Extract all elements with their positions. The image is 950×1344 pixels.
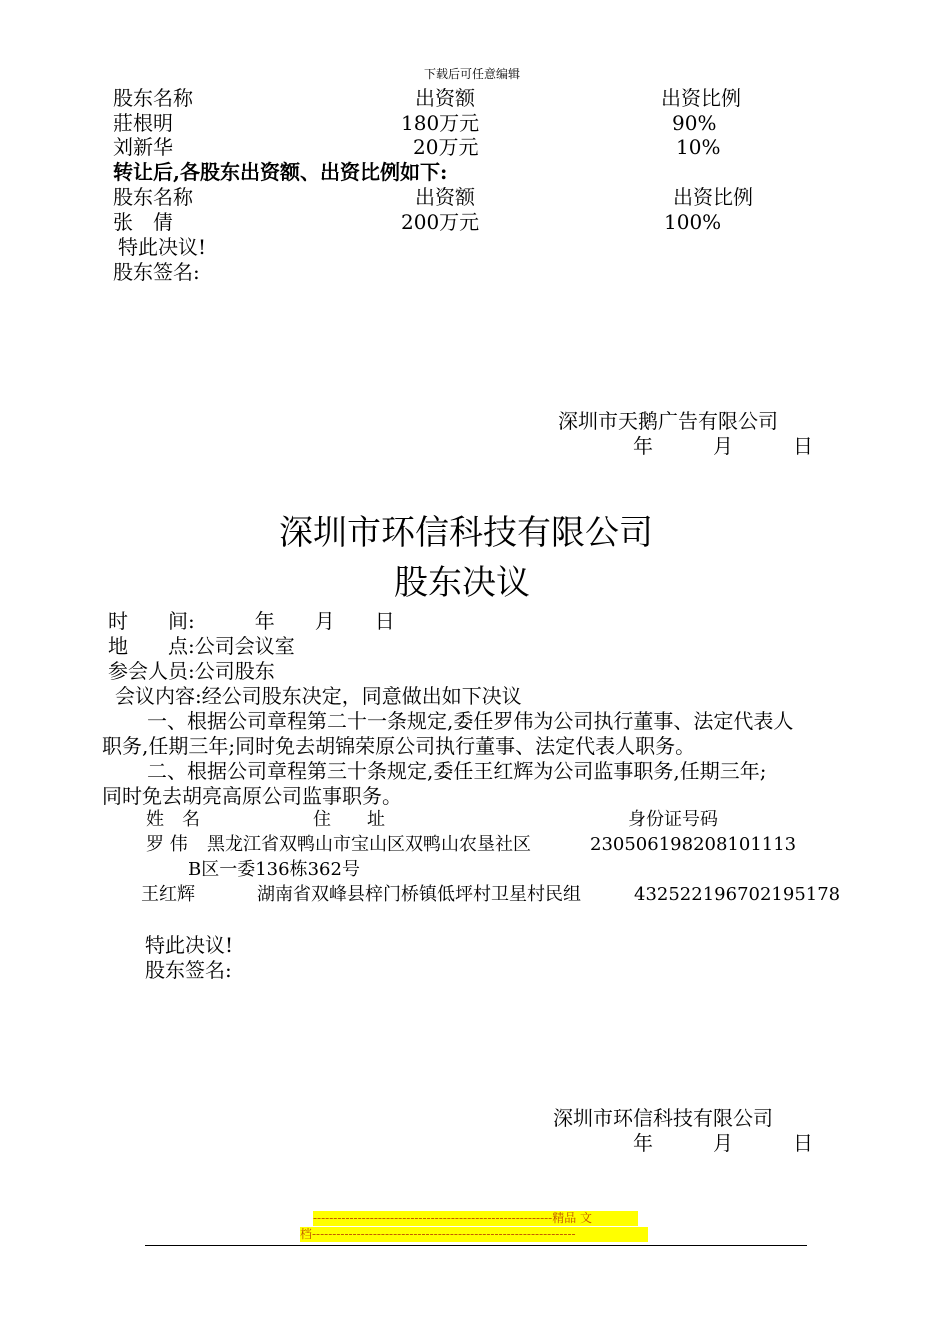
person-address: 湖南省双峰县梓门桥镇低坪村卫星村民组 bbox=[257, 884, 581, 905]
resolution-item-1: 一、根据公司章程第二十一条规定,委任罗伟为公司执行董事、法定代表人 bbox=[147, 709, 794, 733]
table-row-ratio: 100% bbox=[664, 210, 722, 234]
footer-rule bbox=[145, 1245, 807, 1246]
table-after-header-name: 股东名称 bbox=[113, 185, 193, 209]
resolution-item-2-cont: 同时免去胡亮高原公司监事职务。 bbox=[102, 784, 402, 808]
table-row-amount: 20万元 bbox=[413, 135, 479, 159]
table-row-amount: 180万元 bbox=[401, 111, 480, 135]
meeting-content: 会议内容:经公司股东决定，同意做出如下决议 bbox=[115, 684, 522, 708]
table-row-ratio: 10% bbox=[676, 135, 721, 159]
company-title: 深圳市环信科技有限公司 bbox=[279, 513, 653, 553]
person-address: 黑龙江省双鸭山市宝山区双鸭山农垦社区 bbox=[207, 834, 531, 855]
table-row-ratio: 90% bbox=[672, 111, 717, 135]
footer-line-2: 档----------------------------------------------------------------- bbox=[300, 1227, 648, 1242]
meeting-attendees: 参会人员:公司股东 bbox=[108, 659, 275, 683]
header-note: 下载后可任意编辑 bbox=[424, 67, 521, 81]
table-before-header-ratio: 出资比例 bbox=[661, 86, 741, 110]
resolution-item-2: 二、根据公司章程第三十条规定,委任王红辉为公司监事职务,任期三年; bbox=[147, 759, 767, 783]
table-row-name: 莊根明 bbox=[113, 111, 173, 135]
company-signature: 深圳市环信科技有限公司 bbox=[553, 1106, 773, 1130]
person-id: 230506198208101113 bbox=[590, 834, 797, 855]
closing-text: 特此决议! bbox=[118, 235, 207, 259]
resolution-item-1-cont: 职务,任期三年;同时免去胡锦荣原公司执行董事、法定代表人职务。 bbox=[102, 734, 696, 758]
persons-header-address: 住 址 bbox=[313, 809, 385, 830]
date-line: 年 月 日 bbox=[633, 434, 813, 458]
after-transfer-heading: 转让后,各股东出资额、出资比例如下: bbox=[113, 160, 448, 184]
person-name: 罗 伟 bbox=[146, 834, 188, 855]
table-row-name: 张 倩 bbox=[113, 210, 173, 234]
table-before-header-name: 股东名称 bbox=[113, 86, 193, 110]
meeting-time: 时 间: 年 月 日 bbox=[108, 609, 395, 633]
table-row-amount: 200万元 bbox=[401, 210, 480, 234]
persons-header-id: 身份证号码 bbox=[628, 809, 718, 830]
table-before-header-amount: 出资额 bbox=[415, 86, 475, 110]
signature-label: 股东签名: bbox=[113, 260, 200, 284]
meeting-place: 地 点:公司会议室 bbox=[108, 634, 295, 658]
person-address-line2: B区一委136栋362号 bbox=[188, 859, 360, 880]
table-row-name: 刘新华 bbox=[113, 135, 173, 159]
persons-header-name: 姓 名 bbox=[146, 809, 200, 830]
person-name: 王红辉 bbox=[141, 884, 195, 905]
person-id: 432522196702195178 bbox=[634, 884, 841, 905]
table-after-header-amount: 出资额 bbox=[415, 185, 475, 209]
date-line: 年 月 日 bbox=[633, 1131, 813, 1155]
company-signature: 深圳市天鹅广告有限公司 bbox=[558, 409, 778, 433]
document-title: 股东决议 bbox=[394, 563, 530, 603]
signature-label: 股东签名: bbox=[145, 958, 232, 982]
footer-line-1: -----------------------------------------------------------精品 文 bbox=[313, 1211, 638, 1226]
table-after-header-ratio: 出资比例 bbox=[673, 185, 753, 209]
closing-text: 特此决议! bbox=[145, 933, 234, 957]
